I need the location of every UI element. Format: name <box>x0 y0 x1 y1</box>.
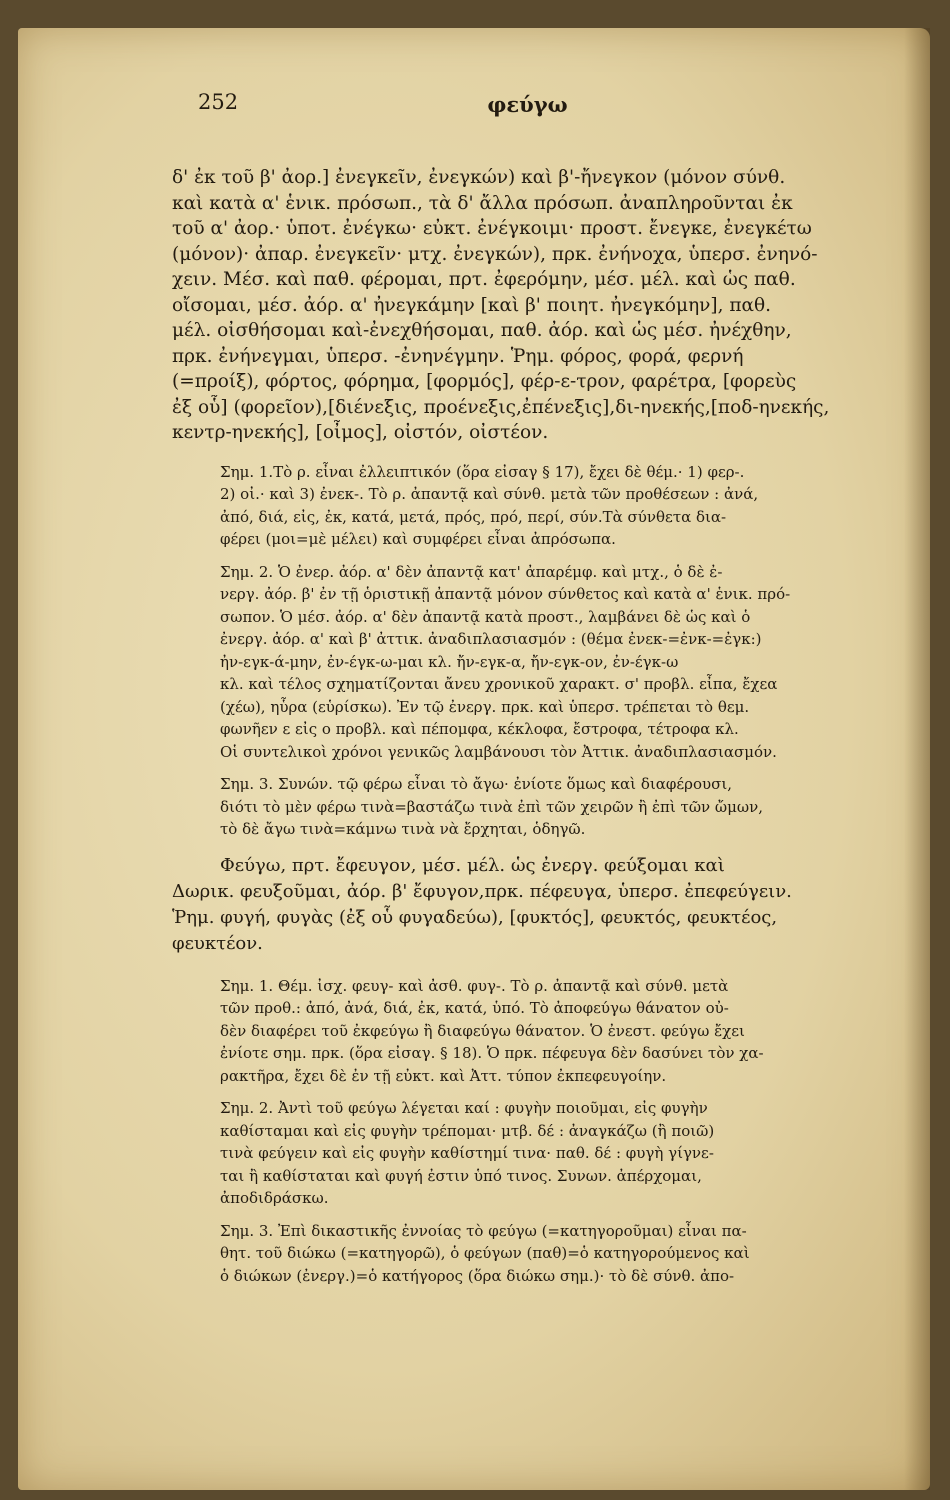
text-line: καὶ κατὰ α' ἑνικ. πρόσωπ., τὰ δ' ἄλλα πρόσωπ. ἀναπληροῦνται ἐκ <box>172 192 793 214</box>
main-entry-continuation <box>172 165 905 446</box>
note-line: ρακτῆρα, ἔχει δὲ ἐν τῇ εὐκτ. καὶ Ἀττ. τύπον ἐκπεφευγοίην. <box>220 1066 667 1085</box>
note-line: Οἱ συντελικοὶ χρόνοι γενικῶς λαμβάνουσι τὸν Ἀττικ. ἀναδιπλασιασμόν. <box>220 742 777 761</box>
text-line: οἴσομαι, μέσ. ἀόρ. α' ἠνεγκάμην [καὶ β' ποιητ. ἠνεγκόμην], παθ. <box>172 294 772 316</box>
entry-line: Ῥημ. φυγή, φυγὰς (ἐξ οὗ φυγαδεύω), [φυκτός], φευκτός, φευκτέος, <box>172 906 778 928</box>
text-line: τοῦ α' ἀορ.· ὑποτ. ἐνέγκω· εὐκτ. ἐνέγκοιμι· προστ. ἔνεγκε, ἐνεγκέτω <box>172 218 812 239</box>
text-line: πρκ. ἐνήνεγμαι, ὑπερσ. -ἐνηνέγμην. Ῥημ. φόρος, φορά, φερνή <box>172 345 744 367</box>
note-2 <box>172 561 905 764</box>
note-line: ἠν-εγκ-ά-μην, ἐν-έγκ-ω-μαι κλ. ἤν-εγκ-α, ἤν-εγκ-ον, ἐν-έγκ-ω <box>220 652 679 671</box>
note-line: δὲν διαφέρει τοῦ ἐκφεύγω ἢ διαφεύγω θάνατον. Ὁ ἐνεστ. φεύγω ἔχει <box>220 1021 745 1040</box>
note-line: τινὰ φεύγειν καὶ εἰς φυγὴν καθίστημί τινα· παθ. δέ : φυγὴ γίγνε- <box>220 1144 714 1162</box>
entry-line: Δωρικ. φευξοῦμαι, ἀόρ. β' ἔφυγον,πρκ. πέφευγα, ὑπερσ. ἐπεφεύγειν. <box>172 880 792 902</box>
note-line: Σημ. 1.Τὸ ρ. εἶναι ἐλλειπτικόν (ὅρα εἰσαγ § 17), ἔχει δὲ θέμ.· 1) φερ-. <box>220 462 745 481</box>
note-line: ται ἢ καθίσταται καὶ φυγή ἐστιν ὑπό τινος. Συνων. ἀπέρχομαι, <box>220 1166 702 1185</box>
note-1 <box>172 461 905 551</box>
note-line: σωπον. Ὁ μέσ. ἀόρ. α' δὲν ἀπαντᾷ κατὰ προστ., λαμβάνει δὲ ὡς καὶ ὁ <box>220 607 751 626</box>
entry-line: φευκτέον. <box>172 932 263 954</box>
note-line: ἀπό, διά, εἰς, ἐκ, κατά, μετά, πρός, πρό, περί, σύν.Τὰ σύνθετα δια- <box>220 507 727 526</box>
note-line: ἐνίοτε σημ. πρκ. (ὅρα εἰσαγ. § 18). Ὁ πρκ. πέφευγα δὲν δασύνει τὸν χα- <box>220 1044 764 1062</box>
note-line: τὸ δὲ ἄγω τινὰ=κάμνω τινὰ νὰ ἔρχηται, ὁδηγῶ. <box>220 820 586 838</box>
note-line: 2) οἰ.· καὶ 3) ἐνεκ-. Τὸ ρ. ἀπαντᾷ καὶ σύνθ. μετὰ τῶν προθέσεων : ἀνά, <box>220 485 759 503</box>
entry-note-2 <box>172 1097 905 1210</box>
entry-feugo <box>172 853 905 957</box>
text-line: (μόνον)· ἀπαρ. ἐνεγκεῖν· μτχ. ἐνεγκών), πρκ. ἐνήνοχα, ὑπερσ. ἐνηνό- <box>172 243 818 265</box>
header-row <box>160 90 895 134</box>
note-line: καθίσταμαι καὶ εἰς φυγὴν τρέπομαι· μτβ. δέ : ἀναγκάζω (ἢ ποιῶ) <box>220 1121 715 1140</box>
running-headword: φεύγω <box>487 92 568 117</box>
note-3 <box>172 773 905 841</box>
text-line: κεντρ-ηνεκής], [οἶμος], οἰστόν, οἰστέον. <box>172 422 549 443</box>
note-line: νεργ. ἀόρ. β' ἐν τῇ ὁριστικῇ ἀπαντᾷ μόνον σύνθετος καὶ κατὰ α' ἑνικ. πρό- <box>220 585 791 603</box>
text-line: χειν. Μέσ. καὶ παθ. φέρομαι, πρτ. ἐφερόμην, μέσ. μέλ. καὶ ὡς παθ. <box>172 269 796 290</box>
note-line: θητ. τοῦ διώκω (=κατηγορῶ), ὁ φεύγων (παθ)=ὁ κατηγορούμενος καὶ <box>220 1244 750 1262</box>
text-line: ἐξ οὗ] (φορεῖον),[διένεξις, προένεξις,ἐπένεξις],δι-ηνεκής,[ποδ-ηνεκής, <box>172 396 830 418</box>
text-line: δ' ἐκ τοῦ β' ἀορ.] ἐνεγκεῖν, ἐνεγκών) καὶ β'-ἤνεγκον (μόνον σύνθ. <box>172 167 786 188</box>
note-line: ἐνεργ. ἀόρ. α' καὶ β' ἀττικ. ἀναδιπλασιασμόν : (θέμα ἐνεκ-=ἐνκ-=ἐγκ:) <box>220 630 762 648</box>
note-line: Σημ. 3. Ἐπὶ δικαστικῆς ἐννοίας τὸ φεύγω (=κατηγοροῦμαι) εἶναι πα- <box>220 1221 747 1240</box>
note-line: Σημ. 1. Θέμ. ἰσχ. φευγ- καὶ ἀσθ. φυγ-. Τὸ ρ. ἀπαντᾷ καὶ σύνθ. μετὰ <box>220 976 729 995</box>
entry-note-3 <box>172 1220 905 1288</box>
note-line: διότι τὸ μὲν φέρω τινὰ=βαστάζω τινὰ ἐπὶ τῶν χειρῶν ἢ ἐπὶ τῶν ὤμων, <box>220 797 764 816</box>
entry-note-1 <box>172 975 905 1088</box>
note-line: Σημ. 3. Συνών. τῷ φέρω εἶναι τὸ ἄγω· ἐνίοτε ὅμως καὶ διαφέρουσι, <box>220 775 733 793</box>
note-line: κλ. καὶ τέλος σχηματίζονται ἄνευ χρονικοῦ χαρακτ. σ' προβλ. εἶπα, ἔχεα <box>220 675 778 693</box>
page-body <box>172 165 905 1287</box>
page-header <box>160 90 895 134</box>
note-line: τῶν προθ.: ἀπό, ἀνά, διά, ἐκ, κατά, ὑπό. Τὸ ἀποφεύγω θάνατον οὐ- <box>220 999 729 1017</box>
note-line: Σημ. 2. Ὁ ἐνερ. ἀόρ. α' δὲν ἀπαντᾷ κατ' ἀπαρέμφ. καὶ μτχ., ὁ δὲ ἐ- <box>220 562 723 581</box>
text-line: μέλ. οἰσθήσομαι καὶ-ἐνεχθήσομαι, παθ. ἀόρ. καὶ ὡς μέσ. ἠνέχθην, <box>172 320 792 341</box>
note-line: φέρει (μοι=μὲ μέλει) καὶ συμφέρει εἶναι ἀπρόσωπα. <box>220 530 616 548</box>
page-gutter-shadow <box>904 28 930 1490</box>
entry-headline: Φεύγω, πρτ. ἔφευγον, μέσ. μέλ. ὡς ἐνεργ. φεύξομαι καὶ <box>220 854 725 876</box>
note-line: φωνῆεν ε εἰς ο προβλ. καὶ πέπομφα, κέκλοφα, ἔστροφα, τέτροφα κλ. <box>220 720 739 738</box>
note-line: Σημ. 2. Ἀντὶ τοῦ φεύγω λέγεται καί : φυγὴν ποιοῦμαι, εἰς φυγὴν <box>220 1099 708 1117</box>
page-number: 252 <box>198 90 239 114</box>
text-line: (=προίξ), φόρτος, φόρημα, [φορμός], φέρ-ε-τρον, φαρέτρα, [φορεὺς <box>172 371 797 392</box>
note-line: ὁ διώκων (ἐνεργ.)=ὁ κατήγορος (ὅρα διώκω σημ.)· τὸ δὲ σύνθ. ἀπο- <box>220 1266 735 1285</box>
note-line: (χέω), ηὗρα (εὑρίσκω). Ἐν τῷ ἐνεργ. πρκ. καὶ ὑπερσ. τρέπεται τὸ θεμ. <box>220 697 750 716</box>
note-line: ἀποδιδράσκω. <box>220 1189 329 1207</box>
